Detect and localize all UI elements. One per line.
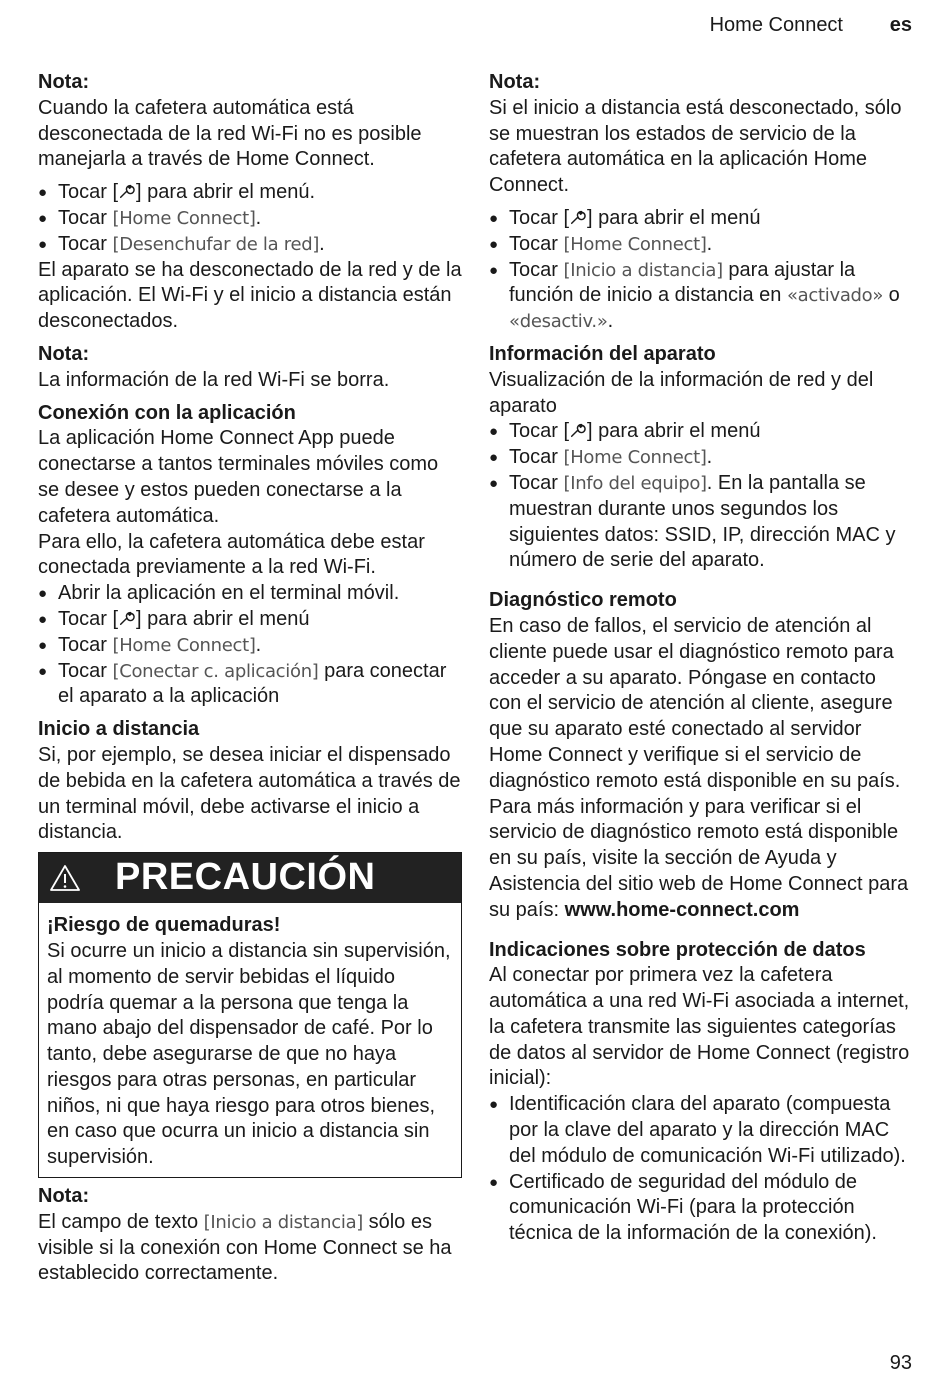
- display-text: [Conectar c. aplicación]: [112, 660, 319, 682]
- note-title: Nota:: [38, 342, 90, 365]
- steps-list: [38, 581, 462, 710]
- wrench-icon: [569, 421, 587, 439]
- note-text: La información de la red Wi-Fi se borra.: [38, 368, 390, 391]
- display-text: [Desenchufar de la red]: [112, 233, 320, 255]
- list-item: ● Tocar [Home Connect].: [38, 633, 462, 659]
- wrench-icon: [118, 609, 136, 627]
- paragraph: Para más información y para verificar si el servicio de diagnóstico remoto está disponible en su país, visite la sección de Ayuda y Asistencia del sitio web de Home Connect para su país: www.home-connect.com: [489, 795, 909, 921]
- caution-subtitle: ¡Riesgo de quemaduras!: [47, 914, 281, 937]
- steps-list: [489, 206, 913, 335]
- list-item: ● Tocar [Info del equipo]. En la pantalla se muestran durante unos segundos los siguientes datos: SSID, IP, dirección MAC y número de serie del aparato.: [489, 471, 913, 574]
- page-number: 93: [889, 1352, 912, 1374]
- result-text: El aparato se ha desconectado de la red y de la aplicación. El Wi-Fi y el inicio a distancia están desconectados.: [38, 258, 462, 333]
- display-text: «activado»: [786, 285, 884, 307]
- caution-text: Si ocurre un inicio a distancia sin supervisión, al momento de servir bebidas el líquido podría quemar a la persona que tenga la mano abajo del dispensador de café. Por lo tanto, debe asegurarse de que no haya riesgos para otras personas, en particular niños, ni que haya riesgo para otros bienes, en caso que ocurra un inicio a distancia sin supervisión.: [47, 939, 451, 1169]
- paragraph: Al conectar por primera vez la cafetera automática a una red Wi-Fi asociada a internet, la cafetera transmite las siguientes categorías de datos al servidor de Home Connect (registro inicial):: [489, 964, 910, 1090]
- header-language-code: es: [889, 14, 912, 36]
- warning-triangle-icon: [49, 863, 81, 893]
- page-header: [0, 14, 950, 42]
- list-item: ● Tocar [Desenchufar de la red].: [38, 232, 462, 258]
- display-text: «desactiv.»: [509, 311, 608, 333]
- list-item: ● Tocar [ ] para abrir el menú: [489, 206, 913, 232]
- wrench-icon: [118, 182, 136, 200]
- paragraph: Para ello, la cafetera automática debe estar conectada previamente a la red Wi-Fi.: [38, 530, 425, 579]
- note-title: Nota:: [38, 71, 90, 93]
- display-text: [Home Connect]: [112, 207, 256, 229]
- note-title: Nota:: [489, 71, 541, 93]
- list-item: ● Tocar [Home Connect].: [489, 445, 913, 471]
- list-item: ● Abrir la aplicación en el terminal móvil.: [38, 581, 462, 607]
- paragraph: La aplicación Home Connect App puede conectarse a tantos terminales móviles como se desee y estos pueden conectarse a la cafetera automática.: [38, 427, 439, 527]
- display-text: [Inicio a distancia]: [203, 1211, 364, 1233]
- right-column: [489, 70, 913, 1247]
- display-text: [Info del equipo]: [563, 472, 707, 494]
- note-text: Cuando la cafetera automática está desconectada de la red Wi-Fi no es posible manejarla a través de Home Connect.: [38, 96, 422, 171]
- note-text: Si el inicio a distancia está desconectado, sólo se muestran los estados de servicio de la cafetera automática en la aplicación Home Connect.: [489, 96, 902, 197]
- wrench-icon: [569, 208, 587, 226]
- list-item: ● Tocar [Home Connect].: [38, 206, 462, 232]
- left-column: [38, 70, 462, 1287]
- paragraph: Visualización de la información de red y del aparato: [489, 368, 874, 417]
- display-text: [Home Connect]: [563, 447, 707, 469]
- section-heading: Diagnóstico remoto: [489, 589, 677, 612]
- list-item: ● Certificado de seguridad del módulo de comunicación Wi-Fi (para la protección técnica de la información de la conexión).: [489, 1170, 913, 1247]
- display-text: [Inicio a distancia]: [563, 259, 723, 281]
- section-heading: Inicio a distancia: [38, 718, 200, 741]
- paragraph: En caso de fallos, el servicio de atención al cliente puede usar el diagnóstico remoto para acceder a su aparato. Póngase en contacto con el servicio de atención al cliente, asegure que su aparato esté conectado al servidor Home Connect y verifique si el servicio de diagnóstico remoto está disponible en su país.: [489, 614, 901, 792]
- list-item: ● Tocar [Inicio a distancia] para ajustar la función de inicio a distancia en «activado» o «desactiv.».: [489, 258, 913, 335]
- section-heading: Conexión con la aplicación: [38, 401, 296, 424]
- list-item: ● Tocar [ ] para abrir el menú.: [38, 180, 462, 206]
- section-heading: Indicaciones sobre protección de datos: [489, 938, 866, 961]
- header-section-title: Home Connect: [709, 14, 843, 36]
- steps-list: [38, 180, 462, 257]
- caution-header: [39, 853, 461, 903]
- display-text: [Home Connect]: [563, 233, 707, 255]
- paragraph: Si, por ejemplo, se desea iniciar el dispensado de bebida en la cafetera automática a través de un terminal móvil, debe activarse el inicio a distancia.: [38, 743, 461, 844]
- caution-box: [38, 852, 462, 1178]
- steps-list: [489, 419, 913, 574]
- list-item: ● Tocar [Home Connect].: [489, 232, 913, 258]
- note-text: El campo de texto [Inicio a distancia] sólo es visible si la conexión con Home Connect se ha establecido correctamente.: [38, 1210, 452, 1285]
- list-item: ● Tocar [Conectar c. aplicación] para conectar el aparato a la aplicación: [38, 659, 462, 711]
- list-item: ● Identificación clara del aparato (compuesta por la clave del aparato y la dirección MAC del módulo de comunicación Wi-Fi utilizado).: [489, 1092, 913, 1169]
- caution-title: PRECAUCIÓN: [115, 856, 376, 899]
- website-url: www.home-connect.com: [564, 898, 800, 921]
- caution-body: [39, 903, 461, 1177]
- list-item: ● Tocar [ ] para abrir el menú: [38, 607, 462, 633]
- note-title: Nota:: [38, 1185, 90, 1208]
- display-text: [Home Connect]: [112, 634, 256, 656]
- section-heading: Información del aparato: [489, 342, 716, 365]
- list-item: ● Tocar [ ] para abrir el menú: [489, 419, 913, 445]
- data-categories-list: [489, 1092, 913, 1247]
